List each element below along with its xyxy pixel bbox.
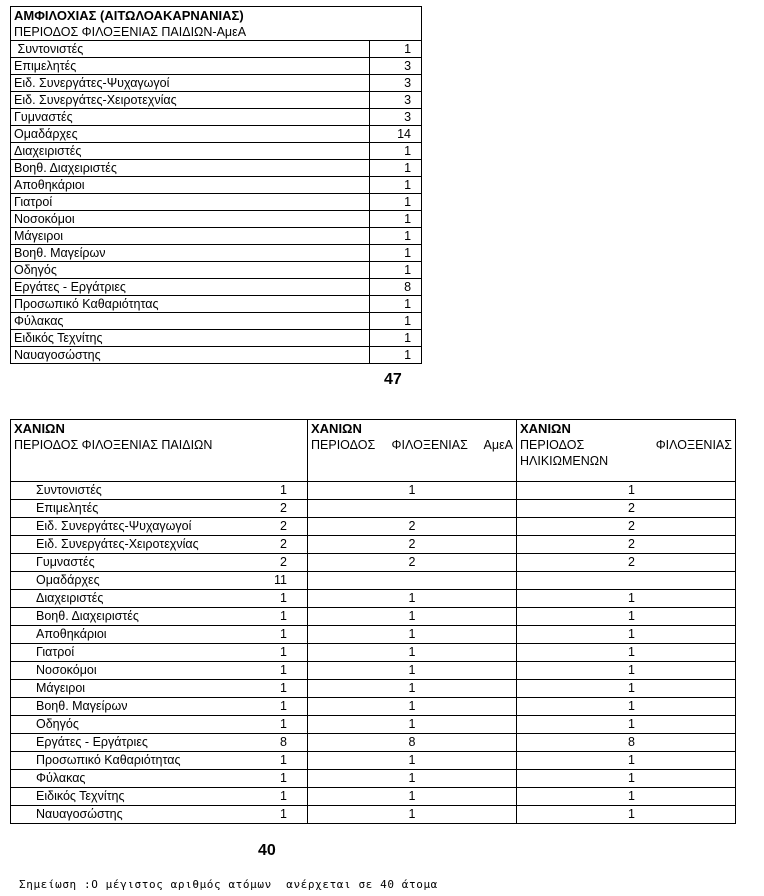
row-value-disabled: 1 [308,752,517,770]
row-value-elderly: 2 [517,536,736,554]
row-label: Γιατροί [11,644,241,662]
row-value-elderly: 1 [517,806,736,824]
row-value: 3 [370,75,422,92]
row-label: Γυμναστές [11,554,241,572]
row-value-elderly: 1 [517,788,736,806]
row-value-disabled: 1 [308,806,517,824]
table-row [11,752,736,770]
row-value: 1 [370,347,422,364]
row-value-disabled: 1 [308,788,517,806]
table-row [11,536,736,554]
row-value: 1 [370,194,422,211]
table-row [11,58,422,75]
table-row [11,228,422,245]
row-value-elderly: 8 [517,734,736,752]
row-value-elderly: 1 [517,662,736,680]
table-row [11,313,422,330]
table-row [11,590,736,608]
row-value: 1 [370,245,422,262]
row-value-disabled: 1 [308,716,517,734]
row-label: Επιμελητές [11,500,241,518]
row-label: Αποθηκάριοι [11,626,241,644]
table-row [11,806,736,824]
row-value-disabled: 1 [308,590,517,608]
row-value-elderly [517,572,736,590]
column-header-subtitle: ΠΕΡΙΟΔΟΣ ΦΙΛΟΞΕΝΙΑΣ ΠΑΙΔΙΩΝ [14,438,213,452]
row-value-children: 2 [241,518,308,536]
row-value-disabled: 8 [308,734,517,752]
table-subheader-row [11,24,422,41]
row-value: 8 [370,279,422,296]
row-value: 14 [370,126,422,143]
row-value-elderly: 1 [517,626,736,644]
row-value-children: 2 [241,536,308,554]
row-value-disabled: 1 [308,680,517,698]
row-label: Βοηθ. Διαχειριστές [11,608,241,626]
table-row [11,177,422,194]
row-value: 1 [370,143,422,160]
table-row [11,160,422,177]
row-label: Ειδ. Συνεργάτες-Χειροτεχνίας [11,92,370,109]
row-label: Ειδικός Τεχνίτης [11,788,241,806]
row-value-children: 1 [241,770,308,788]
table-row [11,92,422,109]
row-value-disabled [308,572,517,590]
staff-table-amfilochia [10,6,422,364]
table-row [11,662,736,680]
row-value-elderly: 1 [517,680,736,698]
table-row [11,770,736,788]
row-label: Νοσοκόμοι [11,211,370,228]
row-label: Φύλακας [11,770,241,788]
row-value-children: 1 [241,608,308,626]
row-value-children: 2 [241,554,308,572]
row-value-disabled: 1 [308,644,517,662]
row-value-elderly: 2 [517,500,736,518]
table-header-row [11,420,736,482]
row-label: Ναυαγοσώστης [11,347,370,364]
row-value-elderly: 2 [517,554,736,572]
row-value: 1 [370,262,422,279]
row-value-children: 8 [241,734,308,752]
row-value: 3 [370,92,422,109]
row-value-children: 11 [241,572,308,590]
table-row [11,698,736,716]
row-label: Ομαδάρχες [11,572,241,590]
table-row [11,500,736,518]
row-label: Μάγειροι [11,680,241,698]
table-row [11,680,736,698]
table-row [11,347,422,364]
row-label: Συντονιστές [11,482,241,500]
row-label: Ειδικός Τεχνίτης [11,330,370,347]
row-value-disabled: 2 [308,518,517,536]
row-label: Προσωπικό Καθαριότητας [11,296,370,313]
row-value-children: 1 [241,590,308,608]
row-label: Φύλακας [11,313,370,330]
table-row [11,518,736,536]
table-row [11,41,422,58]
row-value-children: 1 [241,716,308,734]
row-value: 1 [370,296,422,313]
footnote: Σημείωση :Ο μέγιστος αριθμός ατόμων ανέρχεται σε 40 άτομα [19,878,438,891]
row-value-children: 1 [241,680,308,698]
row-label: Ειδ. Συνεργάτες-Ψυχαγωγοί [11,75,370,92]
table-header-row [11,7,422,25]
table-row [11,788,736,806]
table-row [11,109,422,126]
row-label: Εργάτες - Εργάτριες [11,734,241,752]
row-value-disabled: 1 [308,770,517,788]
row-label: Βοηθ. Μαγείρων [11,698,241,716]
table-row [11,644,736,662]
column-header-elderly [517,420,736,482]
row-value: 3 [370,58,422,75]
row-label: Μάγειροι [11,228,370,245]
row-label: Οδηγός [11,716,241,734]
row-value: 1 [370,160,422,177]
table-row [11,734,736,752]
row-label: Ειδ. Συνεργάτες-Ψυχαγωγοί [11,518,241,536]
row-value: 3 [370,109,422,126]
row-label: Διαχειριστές [11,143,370,160]
row-label: Οδηγός [11,262,370,279]
row-value-elderly: 1 [517,590,736,608]
column-header-children [11,420,308,482]
table-row [11,143,422,160]
row-label: Συντονιστές [11,41,370,58]
row-value-children: 1 [241,806,308,824]
row-label: Βοηθ. Μαγείρων [11,245,370,262]
row-value-disabled: 1 [308,482,517,500]
row-value-children: 1 [241,698,308,716]
column-header-subtitle: ΠΕΡΙΟΔΟΣ ΦΙΛΟΞΕΝΙΑΣ ΑμεΑ [311,438,513,452]
table-row [11,245,422,262]
row-label: Ειδ. Συνεργάτες-Χειροτεχνίας [11,536,241,554]
table-row [11,211,422,228]
row-label: Γυμναστές [11,109,370,126]
row-value-elderly: 1 [517,770,736,788]
row-value-elderly: 1 [517,698,736,716]
row-value-disabled: 2 [308,536,517,554]
row-value: 1 [370,211,422,228]
row-label: Διαχειριστές [11,590,241,608]
table-row [11,262,422,279]
column-header-subtitle: ΠΕΡΙΟΔΟΣ ΦΙΛΟΞΕΝΙΑΣ ΗΛΙΚΙΩΜΕΝΩΝ [520,438,732,468]
row-value-elderly: 1 [517,752,736,770]
row-value: 1 [370,228,422,245]
row-label: Ομαδάρχες [11,126,370,143]
table-row [11,126,422,143]
row-label: Προσωπικό Καθαριότητας [11,752,241,770]
row-label: Ναυαγοσώστης [11,806,241,824]
table-total: 47 [384,371,402,388]
table-row [11,194,422,211]
row-value-elderly: 1 [517,608,736,626]
row-value-elderly: 2 [517,518,736,536]
table-row [11,608,736,626]
row-value-disabled: 1 [308,698,517,716]
column-header-title: ΧΑΝΙΩΝ [520,421,571,436]
row-value-children: 2 [241,500,308,518]
table-row [11,296,422,313]
row-label: Αποθηκάριοι [11,177,370,194]
row-value-disabled: 1 [308,662,517,680]
table-title: ΑΜΦΙΛΟΧΙΑΣ (ΑΙΤΩΛΟΑΚΑΡΝΑΝΙΑΣ) [11,7,422,25]
row-value-disabled: 1 [308,608,517,626]
table-subtitle: ΠΕΡΙΟΔΟΣ ΦΙΛΟΞΕΝΙΑΣ ΠΑΙΔΙΩΝ-ΑμεΑ [11,24,422,41]
row-label: Γιατροί [11,194,370,211]
row-value: 1 [370,41,422,58]
row-value-disabled: 1 [308,626,517,644]
table-total: 40 [258,842,276,859]
row-value-children: 1 [241,752,308,770]
row-label: Νοσοκόμοι [11,662,241,680]
column-header-title: ΧΑΝΙΩΝ [311,421,362,436]
row-value-children: 1 [241,662,308,680]
row-value-children: 1 [241,626,308,644]
table-row [11,482,736,500]
row-value-elderly: 1 [517,644,736,662]
row-label: Επιμελητές [11,58,370,75]
column-header-title: ΧΑΝΙΩΝ [14,421,65,436]
row-value: 1 [370,177,422,194]
row-value-children: 1 [241,644,308,662]
row-value-disabled: 2 [308,554,517,572]
row-value-elderly: 1 [517,482,736,500]
table-row [11,75,422,92]
column-header-disabled [308,420,517,482]
table-row [11,572,736,590]
table-row [11,330,422,347]
row-label: Βοηθ. Διαχειριστές [11,160,370,177]
row-value-children: 1 [241,788,308,806]
row-value: 1 [370,330,422,347]
row-value: 1 [370,313,422,330]
table-row [11,279,422,296]
table-row [11,626,736,644]
staff-table-chania [10,419,736,824]
table-row [11,716,736,734]
row-value-elderly: 1 [517,716,736,734]
row-value-disabled [308,500,517,518]
table-row [11,554,736,572]
row-label: Εργάτες - Εργάτριες [11,279,370,296]
row-value-children: 1 [241,482,308,500]
